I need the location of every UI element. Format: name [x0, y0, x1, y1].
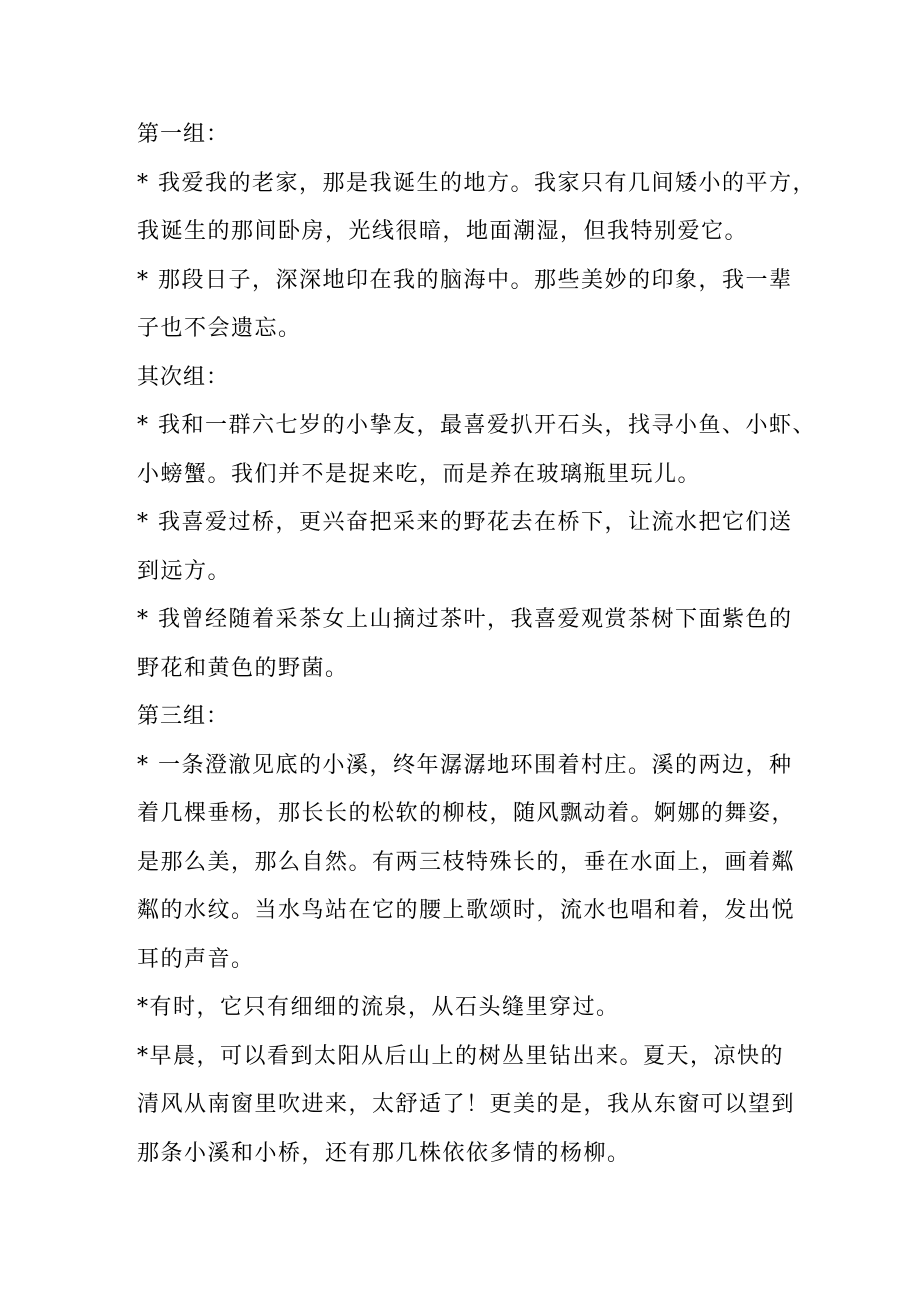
- text-line: 到远方。: [137, 558, 232, 584]
- text-line: * 那段日子，深深地印在我的脑海中。那些美妙的印象，我一辈: [137, 267, 793, 293]
- text-line: 野花和黄色的野菌。: [137, 655, 349, 681]
- section-heading-3: 第三组：: [137, 704, 230, 729]
- text-line: 着几棵垂杨，那长长的松软的柳枝，随风飘动着。婀娜的舞姿，: [137, 801, 796, 826]
- text-line: 清风从南窗里吹进来，太舒适了！更美的是，我从东窗可以望到: [137, 1092, 796, 1117]
- text-line: 那条小溪和小桥，还有那几株依依多情的杨柳。: [137, 1140, 631, 1166]
- section-heading-2: 其次组：: [137, 364, 230, 390]
- text-line: 耳的声音。: [137, 946, 255, 972]
- text-line: * 我和一群六七岁的小挚友，最喜爱扒开石头，找寻小鱼、小虾、: [137, 413, 816, 438]
- text-line: 我诞生的那间卧房，光线很暗，地面潮湿，但我特别爱它。: [137, 219, 749, 244]
- text-line: * 我爱我的老家，那是我诞生的地方。我家只有几间矮小的平方，: [137, 170, 816, 196]
- text-line: *有时，它只有细细的流泉，从石头缝里穿过。: [137, 995, 620, 1020]
- text-line: * 一条澄澈见底的小溪，终年潺潺地环围着村庄。溪的两边，种: [137, 752, 793, 778]
- text-line: * 我喜爱过桥，更兴奋把采来的野花去在桥下，让流水把它们送: [137, 510, 793, 535]
- text-line: 是那么美，那么自然。有两三枝特殊长的，垂在水面上，画着粼: [137, 849, 796, 875]
- text-line: 粼的水纹。当水鸟站在它的腰上歌颂时，流水也唱和着，发出悦: [137, 898, 796, 923]
- section-heading-1: 第一组：: [137, 122, 230, 147]
- text-line: 小螃蟹。我们并不是捉来吃，而是养在玻璃瓶里玩儿。: [137, 461, 702, 487]
- text-line: 子也不会遗忘。: [137, 316, 302, 341]
- text-line: *早晨，可以看到太阳从后山上的树丛里钻出来。夏天，凉快的: [137, 1043, 785, 1069]
- text-line: * 我曾经随着采茶女上山摘过茶叶，我喜爱观赏茶树下面紫色的: [137, 607, 793, 632]
